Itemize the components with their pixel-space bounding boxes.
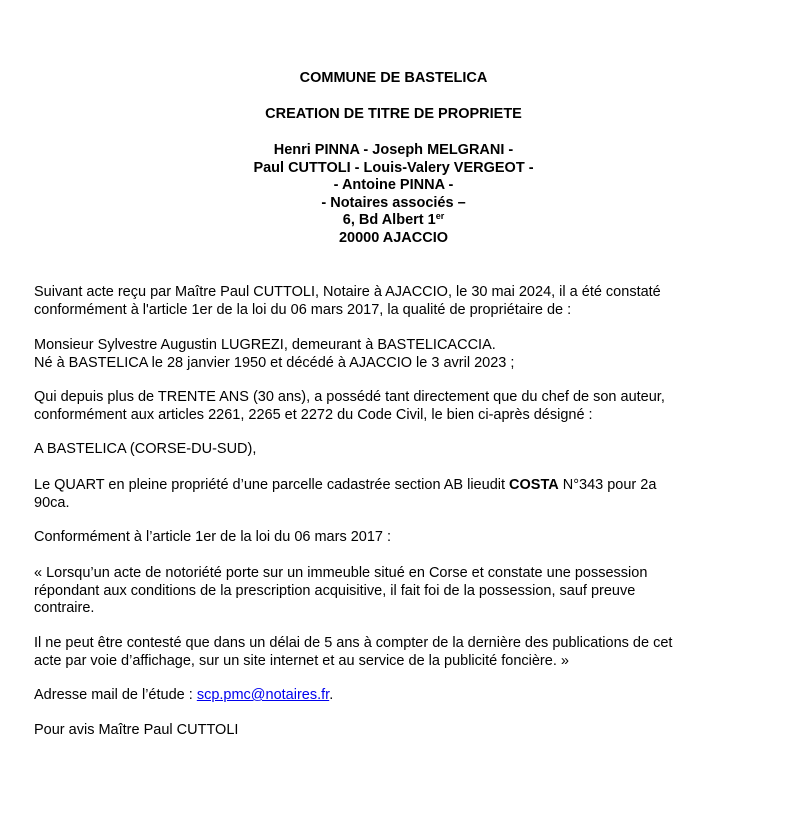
- notaries-line-3: - Antoine PINNA -: [333, 177, 454, 193]
- quote-line-2: répondant aux conditions de la prescription acquisitive, il fait foi de la possession, sauf preuve: [34, 582, 636, 599]
- notaries-line-4: - Notaires associés –: [321, 194, 466, 211]
- law-reference-text: Conformément à l’article 1er de la loi du 06 mars 2017 :: [34, 529, 392, 545]
- law-reference-paragraph: [34, 529, 724, 547]
- commune-heading: [0, 70, 787, 88]
- notaries-line-1: Henri PINNA - Joseph MELGRANI -: [273, 142, 514, 158]
- quote-line-3: contraire.: [34, 600, 95, 616]
- owner-line-2: Né à BASTELICA le 28 janvier 1950 et décédé à AJACCIO le 3 avril 2023 ;: [34, 354, 515, 371]
- owner-line-1: Monsieur Sylvestre Augustin LUGREZI, demeurant à BASTELICACCIA.: [34, 337, 496, 353]
- email-suffix: .: [329, 687, 334, 703]
- notice-title: [0, 106, 787, 124]
- notice-title-text: CREATION DE TITRE DE PROPRIETE: [265, 106, 522, 122]
- signature-paragraph: [34, 722, 724, 740]
- signature-text: Pour avis Maître Paul CUTTOLI: [34, 722, 239, 738]
- notaries-line-2: Paul CUTTOLI - Louis-Valery VERGEOT -: [253, 159, 534, 176]
- parcel-paragraph: [34, 477, 724, 512]
- acte-line-1: Suivant acte reçu par Maître Paul CUTTOLI, Notaire à AJACCIO, le 30 mai 2024, il a été constaté: [34, 284, 661, 300]
- contest-paragraph: [34, 635, 724, 670]
- quote-paragraph: [34, 565, 724, 618]
- notaries-address: [0, 212, 787, 230]
- parcel-lieudit: COSTA: [509, 477, 559, 493]
- parcel-text-before: Le QUART en pleine propriété d’une parcelle cadastrée section AB lieudit: [34, 477, 510, 493]
- email-label: Adresse mail de l’étude :: [34, 687, 197, 703]
- location-text: A BASTELICA (CORSE-DU-SUD),: [34, 441, 257, 457]
- acte-line-2: conformément à l'article 1er de la loi du 06 mars 2017, la qualité de propriétaire de :: [34, 301, 572, 318]
- owner-paragraph: [34, 337, 724, 372]
- parcel-line-1: [34, 477, 724, 495]
- commune-name: COMMUNE DE BASTELICA: [299, 70, 488, 86]
- location-paragraph: [34, 441, 724, 459]
- parcel-text-after: N°343 pour 2a: [558, 477, 657, 493]
- possession-line-2: conformément aux articles 2261, 2265 et 2272 du Code Civil, le bien ci-après désigné :: [34, 406, 593, 423]
- contest-line-1: Il ne peut être contesté que dans un délai de 5 ans à compter de la dernière des publications de cet: [34, 635, 673, 651]
- address-street: 6, Bd Albert 1: [342, 212, 436, 228]
- notaries-city: 20000 AJACCIO: [338, 229, 449, 246]
- acte-paragraph: [34, 284, 724, 319]
- parcel-line-2: 90ca.: [34, 494, 70, 511]
- email-line: [34, 687, 724, 705]
- notaries-block: [0, 142, 787, 247]
- possession-paragraph: [34, 389, 724, 424]
- email-link[interactable]: scp.pmc@notaires.fr: [196, 687, 330, 703]
- address-ordinal: er: [435, 211, 445, 221]
- email-paragraph: [34, 687, 724, 705]
- possession-line-1: Qui depuis plus de TRENTE ANS (30 ans), a possédé tant directement que du chef de son auteur,: [34, 389, 665, 405]
- contest-line-2: acte par voie d’affichage, sur un site internet et au service de la publicité foncière. »: [34, 652, 569, 669]
- quote-line-1: « Lorsqu’un acte de notoriété porte sur un immeuble situé en Corse et constate une possession: [34, 565, 648, 581]
